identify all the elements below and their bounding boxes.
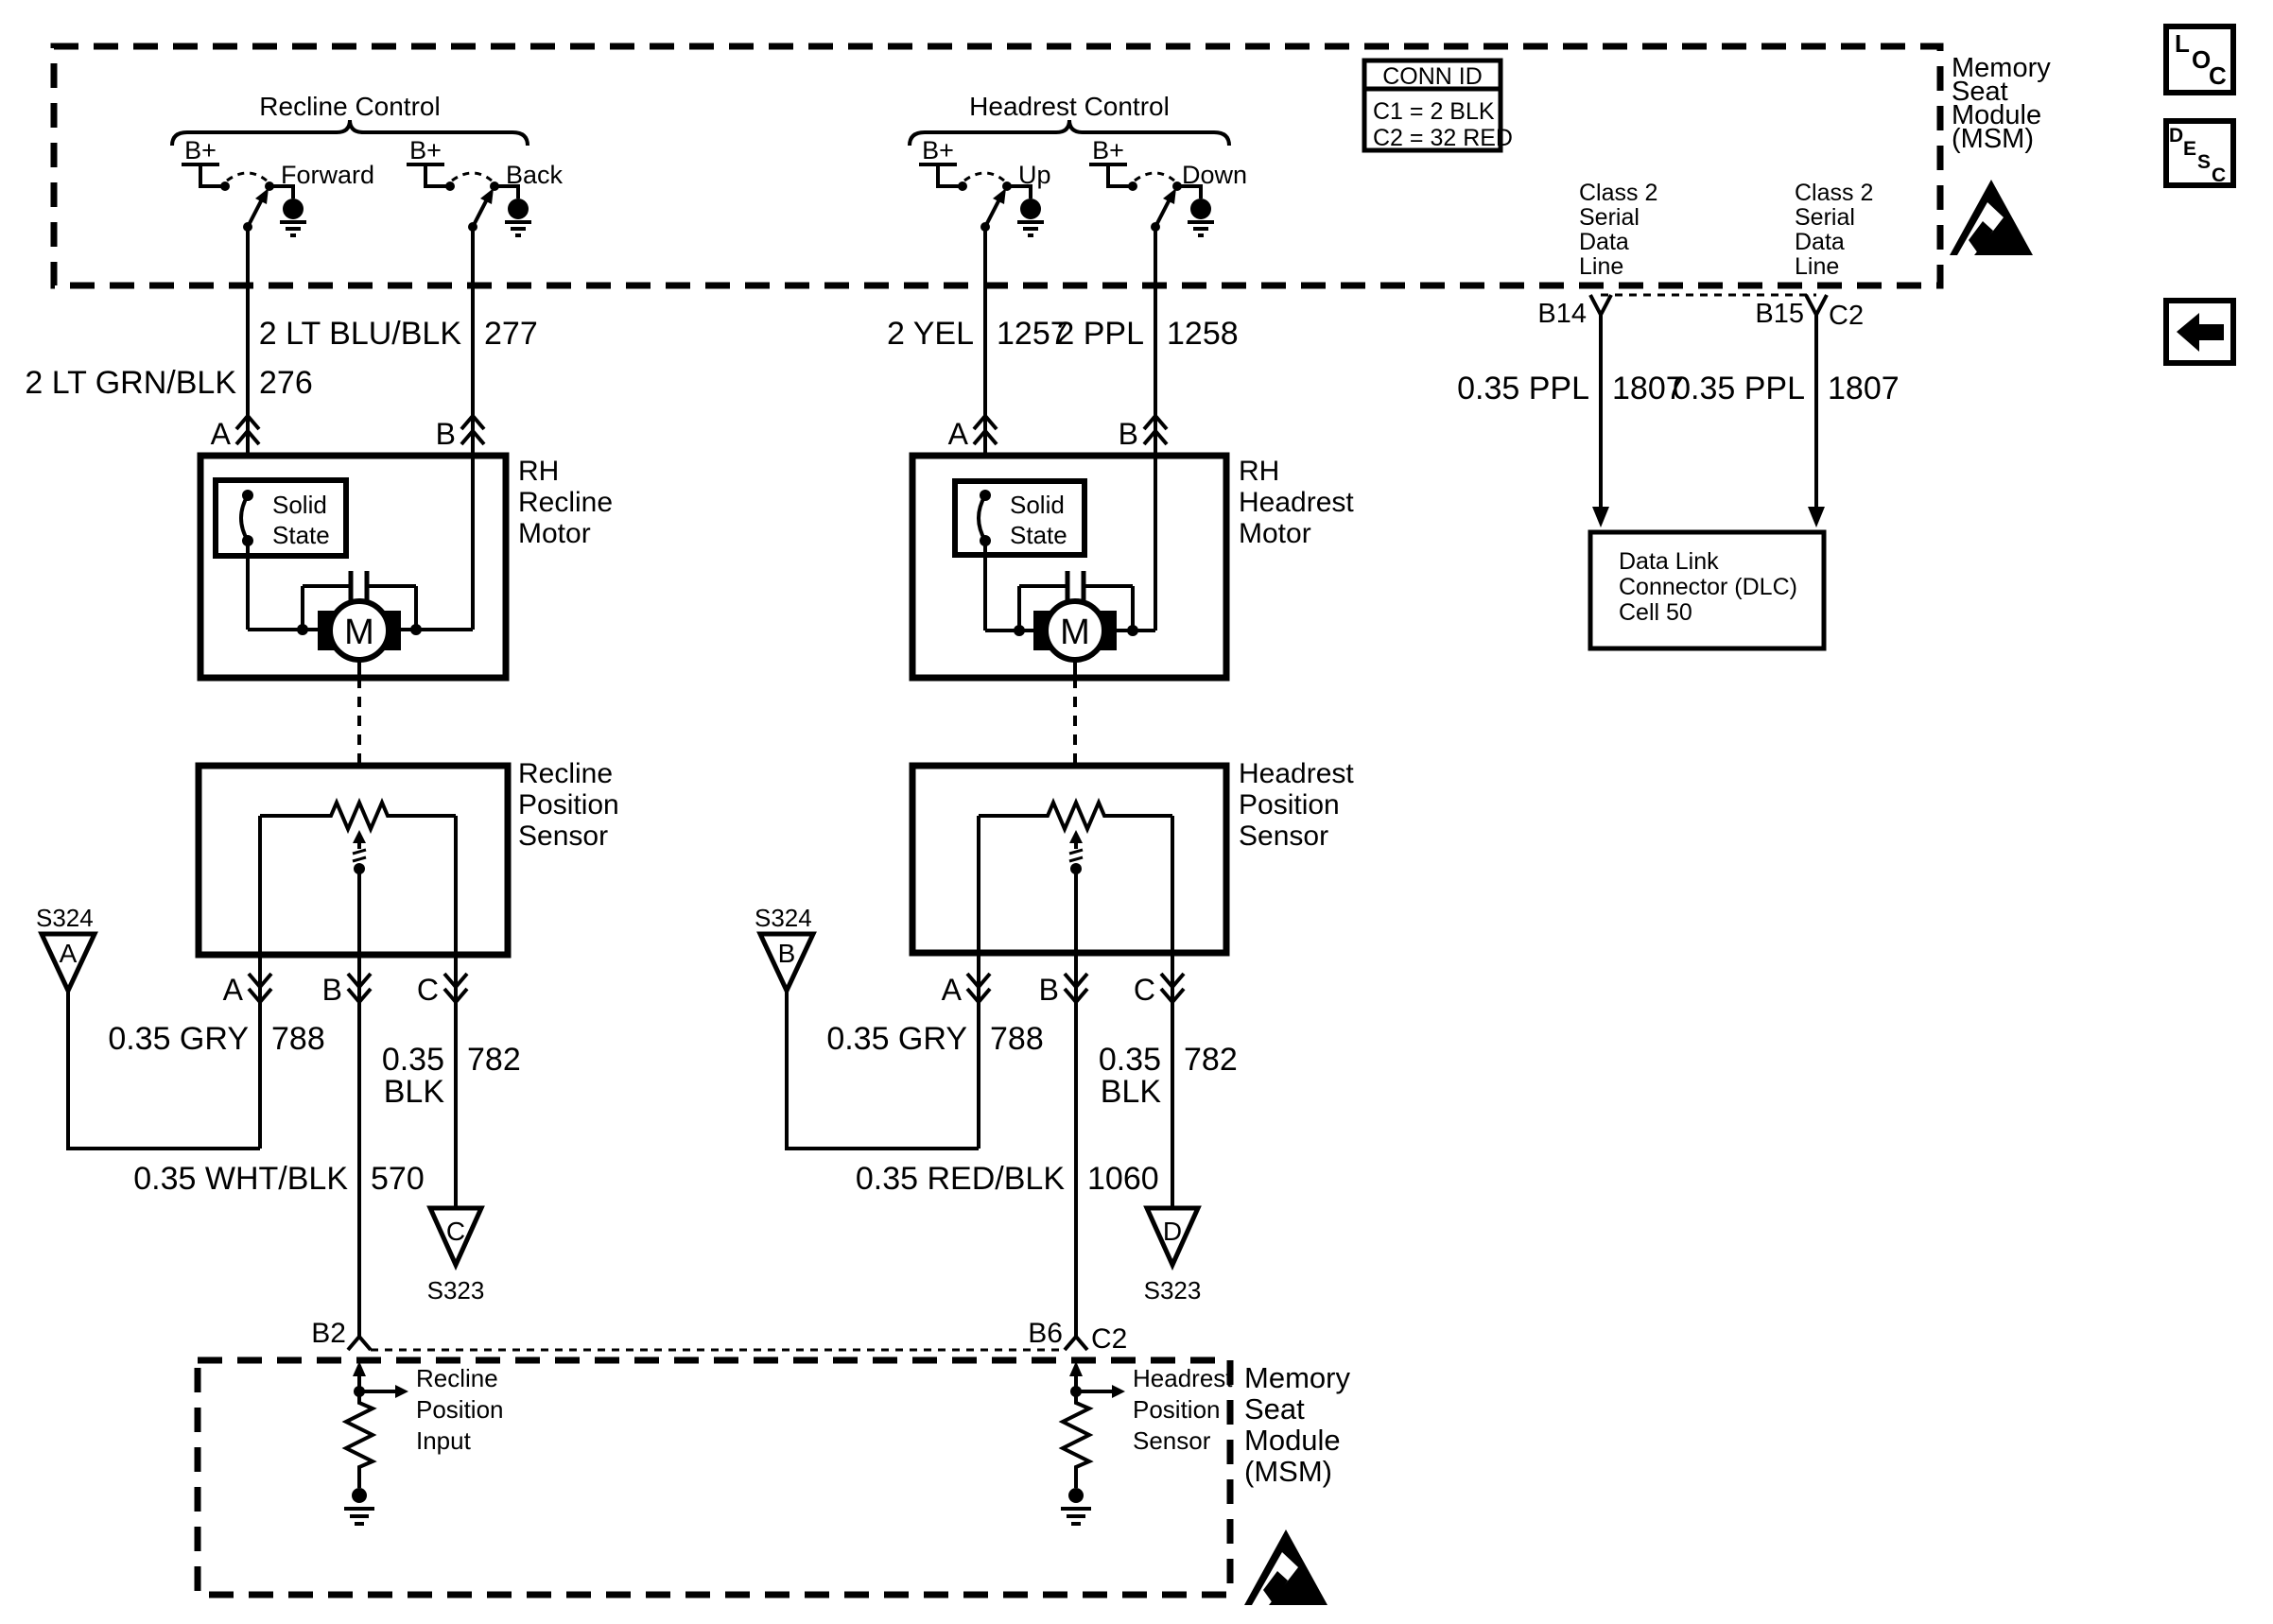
wire-label: 0.35 WHT/BLK: [133, 1161, 348, 1197]
pin-letter: B: [435, 417, 456, 451]
down-arrowhead: [1808, 507, 1825, 527]
arm-arrowhead: [993, 188, 1006, 204]
recline-input-label: Input: [416, 1426, 471, 1455]
bplus-terminal: [407, 164, 448, 186]
bplus-label: B+: [184, 136, 217, 164]
pin-letter: A: [210, 417, 231, 451]
recline-forward-switch: [182, 164, 306, 456]
pin-letter: B: [1038, 973, 1059, 1007]
circuit-number: 782: [1184, 1042, 1238, 1078]
wiper-arrowhead: [353, 830, 366, 843]
bplus-terminal: [1089, 164, 1131, 186]
recline-motor-label: RH: [518, 456, 560, 487]
ground-ball: [352, 1488, 367, 1503]
circuit-number: 1258: [1167, 316, 1239, 352]
circuit-number: 1807: [1828, 371, 1900, 406]
ground-ball: [1190, 199, 1211, 219]
headrest-down-switch: [1089, 164, 1214, 456]
connector-c2: C2: [1091, 1323, 1128, 1355]
circuit-number: 1060: [1087, 1161, 1159, 1197]
circuit-number: 1257: [997, 316, 1068, 352]
headrest-control-brace: [910, 120, 1229, 146]
recline-control-title: Recline Control: [259, 92, 441, 121]
junction-dot: [1127, 625, 1138, 636]
switch-label-up: Up: [1018, 161, 1051, 189]
connector-caret-b2: [348, 1337, 371, 1350]
pin-b6: B6: [1028, 1318, 1063, 1349]
motor-m: M: [344, 613, 374, 652]
resistor: [1063, 1391, 1089, 1488]
class2-left-label: Class 2: [1579, 180, 1658, 206]
arm-arrowhead: [1163, 188, 1176, 204]
wiper-break: [353, 850, 366, 861]
wiper-break: [1069, 850, 1083, 861]
solid-state-label: Solid: [1010, 491, 1065, 519]
back-button[interactable]: [2166, 301, 2233, 363]
conn-id-title: CONN ID: [1382, 63, 1483, 90]
potentiometer-resistor: [979, 803, 1172, 829]
switch-label-forward: Forward: [281, 161, 375, 189]
connector-y-b15: [1806, 295, 1827, 315]
bplus-label: B+: [922, 136, 954, 164]
connector-caret-b6: [1065, 1337, 1087, 1350]
msm-bottom-label: Memory: [1244, 1361, 1350, 1394]
wire-label: 0.35: [381, 1042, 444, 1078]
pin-b14: B14: [1537, 299, 1587, 329]
msm-bottom-label: Module: [1244, 1424, 1341, 1457]
class2-right-label: Class 2: [1795, 180, 1874, 206]
loc-letter: O: [2192, 45, 2212, 74]
ground-icon: [280, 222, 306, 235]
class2-left-label: Serial: [1579, 204, 1640, 231]
class2-left-label: Line: [1579, 253, 1624, 280]
desc-letter: S: [2197, 151, 2212, 173]
ground-icon: [505, 222, 531, 235]
recline-sensor-label: Sensor: [518, 821, 609, 852]
headrest-input-label: Headrest: [1133, 1364, 1233, 1392]
pin-b2: B2: [311, 1318, 346, 1349]
wire-label: 0.35 PPL: [1457, 371, 1589, 406]
msm-top-label: Module: [1952, 100, 2042, 130]
pin-b15: B15: [1755, 299, 1804, 329]
ss-switch-curve: [979, 495, 985, 541]
wire-label: 0.35 GRY: [108, 1021, 249, 1057]
loc-letter: C: [2209, 61, 2227, 90]
desc-letter: C: [2212, 164, 2227, 186]
headrest-sensor-label: Headrest: [1239, 758, 1354, 789]
junction-dot: [410, 624, 422, 635]
solid-state-label: State: [272, 521, 330, 549]
potentiometer-resistor: [260, 803, 456, 829]
left-arrow-icon: [2177, 313, 2224, 352]
circuit-number: 1807: [1612, 371, 1684, 406]
loc-button[interactable]: [2166, 26, 2233, 93]
class2-right-label: Line: [1795, 253, 1840, 280]
conn-id-row1: C1 = 2 BLK: [1373, 98, 1495, 125]
switch-label-back: Back: [506, 161, 564, 189]
wire-label: 2 LT GRN/BLK: [25, 365, 236, 401]
headrest-sensor-label: Position: [1239, 789, 1340, 821]
headrest-input-label: Sensor: [1133, 1426, 1211, 1455]
esd-warning-icon: [1950, 180, 2033, 255]
ground-ball: [1020, 199, 1041, 219]
serial-data-wires: [1601, 315, 1816, 509]
junction-dot: [297, 624, 308, 635]
recline-input-label: Recline: [416, 1364, 498, 1392]
solid-state-label: Solid: [272, 491, 327, 519]
splice-pin: B: [777, 939, 796, 968]
splice-pin: D: [1162, 1217, 1183, 1246]
circuit-number: 788: [271, 1021, 325, 1057]
wire-color: BLK: [1100, 1074, 1161, 1110]
wire-label: 0.35 RED/BLK: [855, 1161, 1065, 1197]
headrest-motor-label: Motor: [1239, 518, 1311, 549]
contact-dot: [958, 181, 967, 191]
msm-top-label: Seat: [1952, 77, 2008, 107]
connector-y-b14: [1590, 295, 1611, 315]
switch-label-down: Down: [1182, 161, 1248, 189]
switch-arc: [964, 173, 1004, 181]
circuit-number: 276: [259, 365, 313, 401]
pin-letter: C: [416, 973, 439, 1007]
ground-icon: [1017, 222, 1044, 235]
circuit-number: 277: [484, 316, 538, 352]
headrest-control-title: Headrest Control: [969, 92, 1170, 121]
headrest-input-label: Position: [1133, 1395, 1221, 1424]
ground-ball: [283, 199, 304, 219]
recline-input-label: Position: [416, 1395, 504, 1424]
wire-label: 2 PPL: [1056, 316, 1144, 352]
conn-id-row2: C2 = 32 RED: [1373, 125, 1513, 151]
pin-letter: B: [321, 973, 342, 1007]
wiper-arrowhead: [1069, 830, 1083, 843]
recline-sensor-label: Recline: [518, 758, 614, 789]
desc-button[interactable]: [2166, 121, 2233, 186]
solid-state-label: State: [1010, 521, 1067, 549]
capacitor-icon: [1067, 571, 1084, 601]
circuit-number: 570: [371, 1161, 425, 1197]
esd-warning-icon: [1244, 1529, 1327, 1605]
splice-wire: [787, 991, 979, 1149]
recline-sensor-label: Position: [518, 789, 619, 821]
sensor-border: [912, 766, 1226, 953]
capacitor-icon: [351, 571, 367, 601]
bplus-label: B+: [409, 136, 442, 164]
ss-switch-curve: [241, 495, 248, 541]
headrest-up-switch: [919, 164, 1044, 456]
right-arrowhead: [395, 1385, 408, 1398]
wire-label: 2 YEL: [886, 316, 974, 352]
recline-back-switch: [407, 164, 531, 456]
recline-motor-label: Recline: [518, 487, 614, 518]
wire-label: 0.35 PPL: [1673, 371, 1805, 406]
arm-arrowhead: [480, 188, 494, 204]
motor-m: M: [1060, 613, 1090, 652]
pin-letter: A: [947, 417, 968, 451]
headrest-motor-label: RH: [1239, 456, 1280, 487]
recline-position-sensor-box: [199, 766, 508, 955]
dlc-label: Data Link: [1619, 548, 1719, 575]
class2-right-label: Serial: [1795, 204, 1855, 231]
ground-ball: [1068, 1488, 1084, 1503]
msm-top-label: Memory: [1952, 53, 2051, 83]
resistor: [346, 1391, 373, 1488]
ground-icon: [1061, 1509, 1091, 1524]
class2-right-label: Data: [1795, 229, 1845, 255]
recline-motor-label: Motor: [518, 518, 591, 549]
headrest-position-sensor-circuit: [1061, 1361, 1125, 1524]
splice-name: S323: [426, 1276, 485, 1304]
headrest-motor-label: Headrest: [1239, 487, 1354, 518]
circuit-number: 782: [467, 1042, 521, 1078]
splice-pin: A: [59, 939, 78, 968]
dlc-label: Connector (DLC): [1619, 574, 1797, 600]
ground-icon: [1188, 222, 1214, 235]
bplus-label: B+: [1092, 136, 1124, 164]
splice-pin: C: [445, 1217, 466, 1246]
arm-arrowhead: [255, 188, 269, 204]
connector-c2: C2: [1829, 301, 1865, 331]
class2-left-label: Data: [1579, 229, 1629, 255]
splice-name: S323: [1143, 1276, 1202, 1304]
right-arrowhead: [1112, 1385, 1125, 1398]
wire-label: 0.35 GRY: [826, 1021, 967, 1057]
wire-label: 2 LT BLU/BLK: [258, 316, 461, 352]
ground-ball: [508, 199, 529, 219]
contact-dot: [1128, 181, 1137, 191]
pin-letter: A: [222, 973, 243, 1007]
desc-letter: E: [2183, 138, 2197, 160]
pin-letter: C: [1133, 973, 1155, 1007]
switch-arc: [452, 173, 492, 181]
headrest-sensor-label: Sensor: [1239, 821, 1329, 852]
splice-name: S324: [755, 904, 812, 932]
ground-icon: [344, 1509, 374, 1524]
msm-bottom-label: (MSM): [1244, 1455, 1332, 1488]
wire-color: BLK: [383, 1074, 444, 1110]
pin-letter: B: [1118, 417, 1138, 451]
down-arrowhead: [1592, 507, 1609, 527]
wire-label: 0.35: [1098, 1042, 1161, 1078]
dlc-label: Cell 50: [1619, 599, 1692, 626]
splice-wire: [68, 991, 260, 1149]
junction-dot: [1014, 625, 1025, 636]
msm-top-label: (MSM): [1952, 124, 2034, 154]
switch-arc: [227, 173, 267, 181]
msm-bottom-label: Seat: [1244, 1392, 1305, 1425]
splice-name: S324: [36, 904, 94, 932]
contact-dot: [220, 181, 230, 191]
recline-position-input-circuit: [344, 1361, 408, 1524]
recline-control-brace: [172, 120, 528, 146]
bplus-terminal: [919, 164, 961, 186]
switch-arc: [1135, 173, 1174, 181]
circuit-number: 788: [990, 1021, 1044, 1057]
bplus-terminal: [182, 164, 223, 186]
pin-letter: A: [941, 973, 962, 1007]
loc-letter: L: [2175, 29, 2190, 58]
contact-dot: [445, 181, 455, 191]
desc-letter: D: [2169, 125, 2184, 147]
headrest-position-sensor-box: [912, 766, 1226, 953]
